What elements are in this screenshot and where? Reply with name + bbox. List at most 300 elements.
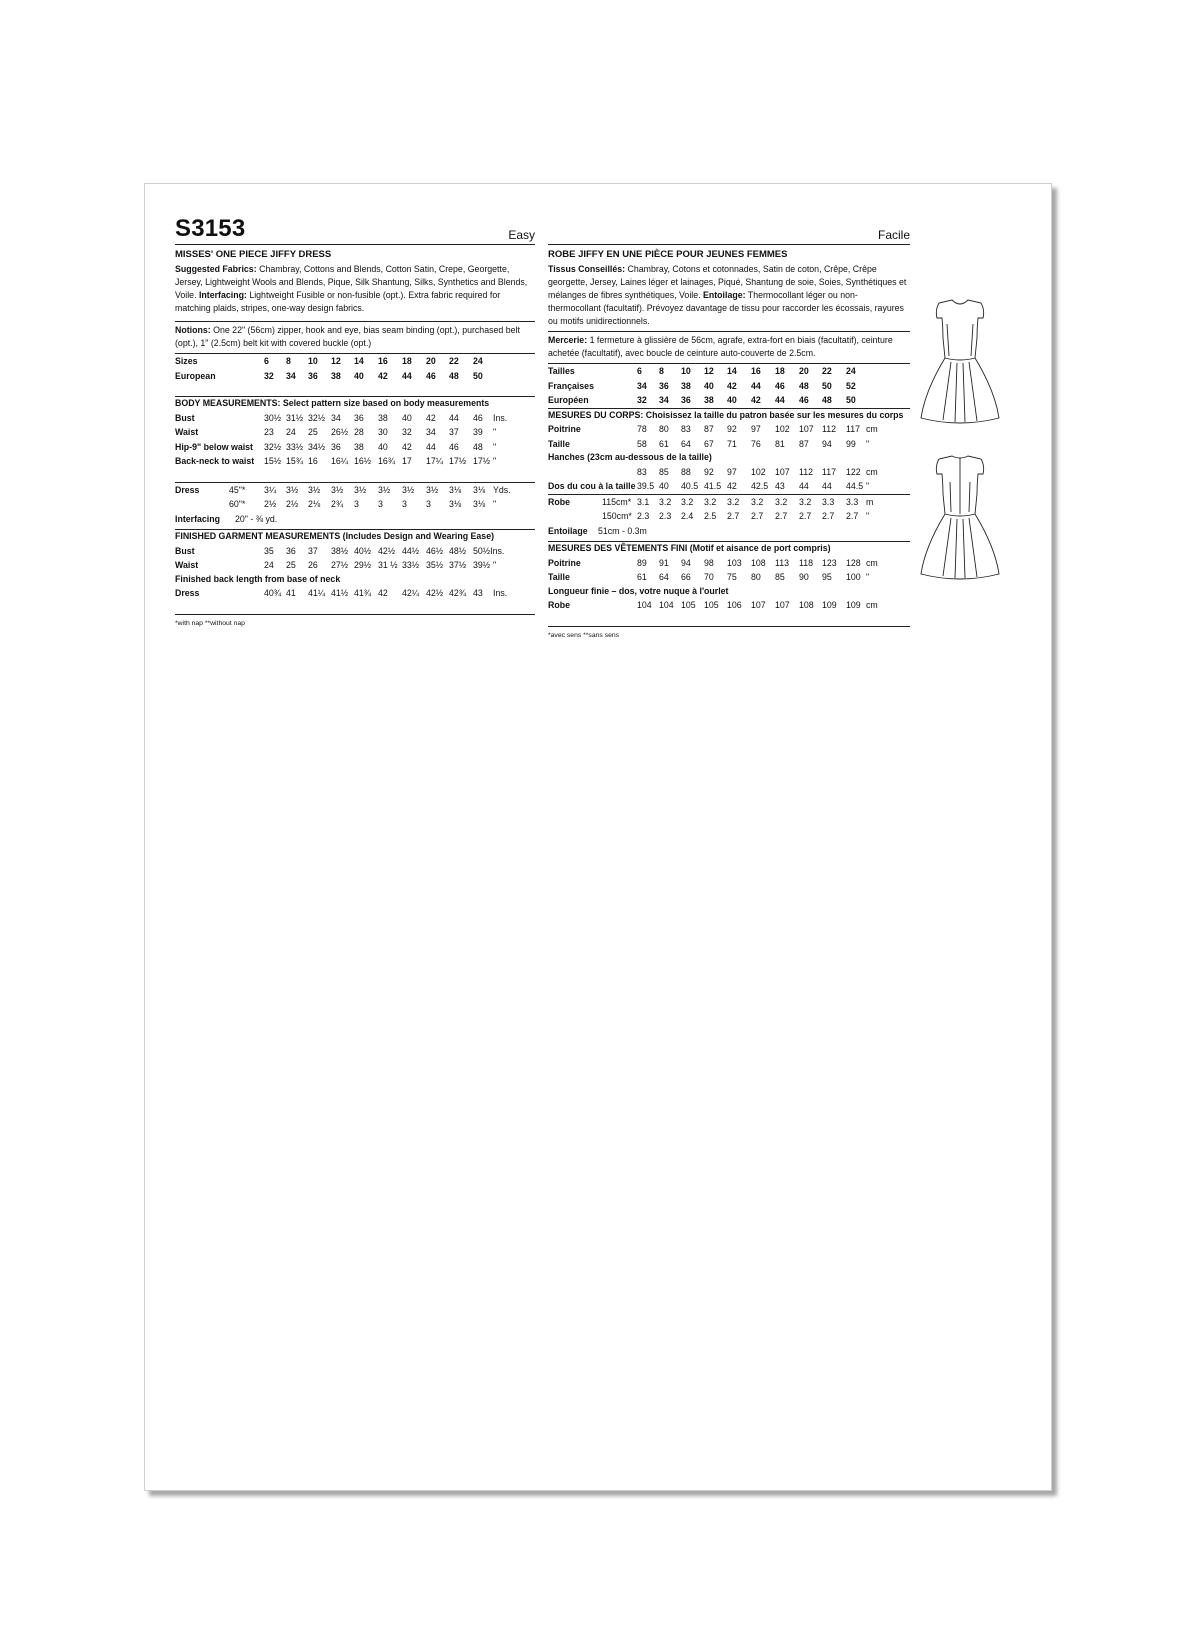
- table-cell: 38: [704, 395, 714, 405]
- table-cell: 48: [449, 370, 459, 381]
- table-cell: 34½: [308, 441, 326, 452]
- table-cell: 30½: [264, 412, 282, 423]
- table-cell: 24: [473, 356, 483, 366]
- row-label: Hip-9" below waist: [175, 441, 253, 452]
- table-cell: 3½: [286, 484, 299, 495]
- table-cell: 46: [775, 380, 785, 391]
- table-cell: 42: [378, 588, 388, 598]
- section-heading: MESURES DU CORPS: Choisissez la taille du patron basée sur les mesures du corps: [548, 409, 904, 420]
- table-cell: 35½: [426, 560, 444, 570]
- table-cell: 8: [659, 366, 664, 376]
- table-cell: 3½: [308, 484, 321, 495]
- pattern-envelope-back: [144, 183, 1052, 1491]
- table-cell: 2.7: [799, 511, 812, 521]
- table-cell: ": [493, 560, 497, 570]
- table-cell: Ins.: [493, 588, 508, 598]
- table-cell: 42: [426, 412, 436, 423]
- table-cell: 2.7: [846, 511, 859, 521]
- table-cell: 88: [681, 466, 691, 477]
- table-row: [175, 411, 535, 426]
- table-cell: 104: [637, 600, 652, 610]
- table-cell: 39: [473, 427, 483, 437]
- table-cell: 112: [822, 424, 837, 434]
- table-cell: 16½: [354, 456, 372, 466]
- table-cell: 41¾: [354, 588, 372, 598]
- row-label: Sizes: [175, 356, 198, 366]
- table-row: [175, 425, 535, 440]
- table-cell: 97: [727, 466, 737, 477]
- table-cell: 39.5: [637, 481, 655, 491]
- table-cell: 40: [727, 395, 737, 405]
- row-label: Dos du cou à la taille: [548, 481, 636, 491]
- table-cell: 26: [308, 560, 318, 570]
- table-cell: 102: [775, 424, 790, 434]
- table-cell: 105: [704, 600, 719, 610]
- table-cell: 20: [799, 366, 809, 376]
- pattern-number: S3153: [175, 215, 246, 242]
- table-row: [548, 465, 910, 480]
- table-cell: 3: [402, 499, 407, 509]
- table-cell: 17½: [449, 456, 467, 466]
- table-cell: 40.5: [681, 481, 699, 491]
- table-row: [548, 524, 910, 539]
- row-label: Dress: [175, 484, 200, 495]
- table-cell: 64: [659, 572, 669, 582]
- table-cell: 99: [846, 438, 856, 449]
- table-cell: m: [866, 496, 874, 507]
- table-cell: 2½: [286, 499, 299, 509]
- table-cell: 3.3: [822, 496, 835, 507]
- table-cell: 3: [378, 499, 383, 509]
- table-cell: 22: [822, 366, 832, 376]
- interfacing-label: Interfacing:: [198, 290, 247, 300]
- table-cell: 6: [637, 366, 642, 376]
- dress-back-sketch-icon: [915, 452, 1005, 592]
- table-cell: 3½: [354, 484, 367, 495]
- notions-label: Mercerie:: [548, 335, 588, 345]
- table-cell: 36: [308, 370, 318, 381]
- table-cell: 24: [846, 366, 856, 376]
- table-cell: 2.3: [637, 511, 650, 521]
- table-cell: 42: [378, 370, 388, 381]
- table-cell: 3⅛: [449, 484, 462, 495]
- table-cell: 48: [473, 441, 483, 452]
- table-cell: 108: [799, 600, 814, 610]
- table-cell: 66: [681, 572, 691, 582]
- table-cell: 36: [659, 380, 669, 391]
- table-cell: 117: [846, 424, 861, 434]
- footnote: *with nap **without nap: [175, 619, 245, 627]
- table-cell: 32½: [308, 412, 326, 423]
- fabrics-label: Tissus Conseillés:: [548, 264, 626, 274]
- table-row: [175, 512, 535, 527]
- table-cell: 128: [846, 557, 861, 568]
- table-cell: 35: [264, 545, 274, 556]
- table-row: [548, 509, 910, 524]
- table-cell: 14: [354, 356, 364, 366]
- section-heading: Hanches (23cm au-dessous de la taille): [548, 452, 712, 462]
- table-cell: 46½: [426, 545, 444, 556]
- table-cell: 123: [822, 557, 837, 568]
- row-label: Européen: [548, 395, 589, 405]
- table-row: [175, 586, 535, 601]
- table-cell: 16¾: [378, 456, 396, 466]
- table-cell: 42: [402, 441, 412, 452]
- interfacing-text: Thermocollant léger ou non-thermocollant (facultatif). Prévoyez davantage de tissu pour raccorder les écossais, rayures ou motifs unidirectionnels.: [548, 290, 904, 326]
- table-cell: 3.2: [751, 496, 764, 507]
- table-cell: 44: [775, 395, 785, 405]
- table-row: [548, 364, 910, 379]
- table-cell: 48½: [449, 545, 467, 556]
- table-cell: 20: [426, 356, 436, 366]
- table-cell: cm: [866, 424, 878, 434]
- table-cell: 107: [775, 466, 790, 477]
- table-cell: 3½: [426, 484, 439, 495]
- table-row: [175, 454, 535, 469]
- table-cell: 80: [751, 572, 761, 582]
- table-cell: 113: [775, 557, 790, 568]
- row-label: Tailles: [548, 366, 575, 376]
- table-cell: 16¼: [331, 456, 349, 466]
- table-cell: 85: [775, 572, 785, 582]
- table-cell: 44.5: [846, 481, 864, 491]
- table-cell: 100: [846, 572, 861, 582]
- table-cell: 34: [637, 380, 647, 391]
- table-cell: cm: [866, 600, 878, 610]
- table-cell: 3⅛: [473, 499, 486, 509]
- table-cell: 31 ½: [378, 560, 398, 570]
- table-cell: 29½: [354, 560, 372, 570]
- table-cell: 27½: [331, 560, 349, 570]
- table-cell: 12: [704, 366, 714, 376]
- row-label: Taille: [548, 438, 570, 449]
- section-heading: MESURES DES VÊTEMENTS FINI (Motif et aisance de port compris): [548, 543, 831, 553]
- table-row: [548, 437, 910, 452]
- table-cell: 2.3: [659, 511, 672, 521]
- table-row: [175, 544, 535, 559]
- table-cell: 104: [659, 600, 674, 610]
- row-label: Waist: [175, 560, 199, 570]
- table-cell: 3⅛: [473, 484, 486, 495]
- table-cell: 40: [402, 412, 412, 423]
- table-cell: 31½: [286, 412, 304, 423]
- interfacing-text: Lightweight Fusible or non-fusible (opt.). Extra fabric required for matching plaids, stripes, one-way design fabrics.: [175, 290, 501, 313]
- table-cell: 2.7: [822, 511, 835, 521]
- table-cell: 39½: [473, 560, 491, 570]
- table-cell: 117: [822, 466, 837, 477]
- table-cell: 18: [775, 366, 785, 376]
- table-cell: 42½: [426, 588, 444, 598]
- table-cell: 3⅛: [449, 499, 462, 509]
- table-cell: 98: [704, 557, 714, 568]
- notions-paragraph: [175, 324, 535, 350]
- table-cell: 37: [449, 427, 459, 437]
- fabrics-text: Chambray, Cottons and Blends, Cotton Satin, Crepe, Georgette, Jersey, Lightweight Wools and Blends, Pique, Silk Shantung, Silks, Synthetics and Blends, Voile.: [175, 264, 528, 300]
- fabrics-text: Chambray, Cotons et cotonnades, Satin de coton, Crêpe, Crêpe georgette, Jersey, Laines léger et lainages, Piqué, Shantung de soie, Soies, Synthétiques et mélanges de fibres synthétiques, Voile.: [548, 264, 907, 300]
- table-cell: 118: [799, 557, 814, 568]
- table-cell: 12: [331, 356, 341, 366]
- fabrics-paragraph: [548, 263, 910, 328]
- notions-text: One 22" (56cm) zipper, hook and eye, bias seam binding (opt.), purchased belt (opt.), 1" (2.5cm) belt kit with covered buckle (opt.): [175, 325, 520, 348]
- table-cell: 107: [751, 600, 766, 610]
- table-cell: 38½: [331, 545, 349, 556]
- table-cell: 40: [354, 370, 364, 381]
- table-cell: 42: [751, 395, 761, 405]
- row-label: Robe: [548, 600, 570, 610]
- table-row: [175, 369, 535, 384]
- table-cell: 40: [378, 441, 388, 452]
- table-cell: 32: [264, 370, 274, 381]
- table-cell: 41: [286, 588, 296, 598]
- table-cell: ": [493, 427, 497, 437]
- interfacing-row-label: Interfacing: [175, 513, 220, 524]
- table-cell: 38: [331, 370, 341, 381]
- table-cell: 36: [354, 412, 364, 423]
- table-cell: 2.7: [727, 511, 740, 521]
- table-cell: 34: [286, 370, 296, 381]
- interfacing-row-value: 20" - ⅜ yd.: [235, 513, 278, 524]
- table-cell: 112: [799, 466, 814, 477]
- table-cell: 3½: [378, 484, 391, 495]
- table-cell: 3½: [402, 484, 415, 495]
- table-cell: 2.7: [751, 511, 764, 521]
- row-label: Back-neck to waist: [175, 456, 255, 466]
- table-cell: 107: [799, 424, 814, 434]
- row-label: Dress: [175, 588, 200, 598]
- dress-front-sketch-icon: [915, 296, 1005, 436]
- table-cell: 87: [799, 438, 809, 449]
- table-cell: 46: [449, 441, 459, 452]
- table-cell: 42: [727, 380, 737, 391]
- table-cell: 46: [473, 412, 483, 423]
- table-cell: 92: [727, 424, 737, 434]
- table-cell: 24: [264, 560, 274, 570]
- table-cell: ": [493, 456, 497, 466]
- section-heading: BODY MEASUREMENTS: Select pattern size based on body measurements: [175, 398, 490, 408]
- table-row: [548, 393, 910, 408]
- french-column: [548, 214, 910, 639]
- table-cell: 40: [659, 481, 669, 491]
- table-cell: 42.5: [751, 481, 769, 491]
- section-heading: Finished back length from base of neck: [175, 573, 341, 584]
- table-cell: ": [866, 511, 870, 521]
- table-cell: 43: [473, 588, 483, 598]
- table-cell: 44: [751, 380, 761, 391]
- table-cell: 38: [354, 441, 364, 452]
- table-cell: 33½: [402, 560, 420, 570]
- table-cell: ": [866, 572, 870, 582]
- table-cell: 3½: [331, 484, 344, 495]
- table-cell: 108: [751, 557, 766, 568]
- table-cell: 3.2: [775, 496, 788, 507]
- table-cell: 92: [704, 466, 714, 477]
- table-row: [175, 483, 535, 498]
- table-cell: 16: [308, 456, 318, 466]
- table-cell: 50½Ins.: [473, 545, 505, 556]
- table-cell: 3.2: [659, 496, 672, 507]
- table-cell: 24: [286, 427, 296, 437]
- table-row: [548, 598, 910, 613]
- notions-text: 1 fermeture à glissière de 56cm, agrafe, extra-fort en biais (facultatif), ceinture achetée (facultatif), avec boucle de ceinture auto-couverte de 2.5cm.: [548, 335, 893, 358]
- table-cell: 94: [681, 557, 691, 568]
- row-label: Robe: [548, 496, 570, 507]
- table-cell: 107: [775, 600, 790, 610]
- table-cell: 48: [799, 380, 809, 391]
- table-cell: 3.2: [704, 496, 717, 507]
- row-label: Poitrine: [548, 557, 581, 568]
- table-cell: 37½: [449, 560, 467, 570]
- table-cell: 3.1: [637, 496, 650, 507]
- table-cell: cm: [866, 557, 878, 568]
- table-cell: 50: [846, 395, 856, 405]
- table-cell: 103: [727, 557, 742, 568]
- table-cell: 42¾: [449, 588, 467, 598]
- table-cell: 64: [681, 438, 691, 449]
- table-cell: 83: [637, 466, 647, 477]
- row-label: Waist: [175, 427, 199, 437]
- difficulty-level: Facile: [877, 228, 910, 242]
- table-cell: 18: [402, 356, 412, 366]
- table-cell: 58: [637, 438, 647, 449]
- fabrics-label: Suggested Fabrics:: [175, 264, 257, 274]
- table-cell: 95: [822, 572, 832, 582]
- table-cell: 32: [402, 427, 412, 437]
- table-cell: 38: [681, 380, 691, 391]
- table-cell: 3: [354, 499, 359, 509]
- table-cell: 33½: [286, 441, 304, 452]
- table-cell: 89: [637, 557, 647, 568]
- difficulty-level: Easy: [508, 228, 535, 242]
- notions-label: Notions:: [175, 325, 211, 335]
- table-cell: 61: [637, 572, 647, 582]
- table-cell: 46: [426, 370, 436, 381]
- header: [548, 214, 910, 245]
- table-cell: 44: [822, 481, 832, 491]
- table-cell: Yds.: [493, 484, 511, 495]
- table-cell: 67: [704, 438, 714, 449]
- section-heading: Longueur finie – dos, votre nuque à l'ourlet: [548, 585, 729, 596]
- table-cell: 22: [449, 356, 459, 366]
- table-cell: 83: [681, 424, 691, 434]
- table-row: [548, 379, 910, 394]
- table-cell: 94: [822, 438, 832, 449]
- table-cell: 32½: [264, 441, 282, 452]
- table-cell: 105: [681, 600, 696, 610]
- table-row: [548, 570, 910, 585]
- table-cell: ": [866, 481, 870, 491]
- table-cell: 3: [426, 499, 431, 509]
- table-cell: 90: [799, 572, 809, 582]
- table-cell: 122: [846, 466, 861, 477]
- table-cell: 48: [822, 395, 832, 405]
- table-cell: 40¾: [264, 588, 282, 598]
- table-cell: 40: [704, 380, 714, 391]
- table-cell: 109: [846, 600, 861, 610]
- table-cell: 6: [264, 356, 269, 366]
- table-cell: 15½: [264, 456, 282, 466]
- table-cell: 28: [354, 427, 364, 437]
- interfacing-row-label: Entoilage: [548, 525, 588, 536]
- table-cell: 2¾: [331, 499, 344, 509]
- table-row: [548, 479, 910, 494]
- table-cell: 46: [799, 395, 809, 405]
- table-cell: ": [493, 499, 497, 509]
- table-cell: 38: [378, 412, 388, 423]
- table-cell: 16: [751, 366, 761, 376]
- table-cell: 71: [727, 438, 737, 449]
- table-cell: 70: [704, 572, 714, 582]
- table-cell: 42½: [378, 545, 396, 556]
- table-cell: 85: [659, 466, 669, 477]
- table-cell: 44: [426, 441, 436, 452]
- interfacing-row-value: 51cm - 0.3m: [598, 525, 647, 536]
- row-width-label: 60"*: [229, 499, 246, 509]
- table-cell: 52: [846, 380, 856, 391]
- table-cell: 42¼: [402, 588, 420, 598]
- footnote: *avec sens **sans sens: [548, 631, 620, 639]
- table-cell: 2.4: [681, 511, 694, 521]
- row-label: Poitrine: [548, 424, 581, 434]
- table-cell: 34: [331, 412, 341, 423]
- table-cell: 37: [308, 545, 318, 556]
- table-cell: 41½: [331, 588, 349, 598]
- table-cell: 10: [308, 356, 318, 366]
- table-cell: 17: [402, 456, 412, 466]
- table-row: [175, 558, 535, 573]
- row-width-label: 150cm*: [602, 511, 632, 521]
- table-cell: 44: [402, 370, 412, 381]
- section-heading: FINISHED GARMENT MEASUREMENTS (Includes Design and Wearing Ease): [175, 531, 495, 541]
- table-cell: 78: [637, 424, 647, 434]
- table-cell: 2.5: [704, 511, 717, 521]
- table-cell: 3.2: [799, 496, 812, 507]
- table-cell: 36: [286, 545, 296, 556]
- table-cell: 50: [473, 370, 483, 381]
- row-width-label: 115cm*: [602, 496, 632, 507]
- table-row: [548, 422, 910, 437]
- table-row: [548, 556, 910, 571]
- table-cell: 25: [308, 427, 318, 437]
- table-cell: 44: [799, 481, 809, 491]
- table-cell: 97: [751, 424, 761, 434]
- table-cell: 8: [286, 356, 291, 366]
- table-cell: 41¼: [308, 588, 326, 598]
- table-cell: 34: [426, 427, 436, 437]
- table-cell: 23: [264, 427, 274, 437]
- table-cell: 10: [681, 366, 691, 376]
- table-row: [175, 497, 535, 512]
- table-cell: 91: [659, 557, 669, 568]
- table-cell: 17½: [473, 456, 491, 466]
- table-cell: ": [493, 441, 497, 452]
- table-cell: ": [866, 438, 870, 449]
- fabrics-paragraph: [175, 263, 535, 315]
- table-cell: 106: [727, 600, 742, 610]
- table-cell: 26½: [331, 427, 349, 437]
- table-cell: 14: [727, 366, 737, 376]
- table-cell: 50: [822, 380, 832, 391]
- table-cell: 17¼: [426, 456, 444, 466]
- table-cell: 102: [751, 466, 766, 477]
- table-cell: 3.2: [727, 496, 740, 507]
- table-cell: 81: [775, 438, 785, 449]
- table-cell: 16: [378, 356, 388, 366]
- table-cell: 3.3: [846, 496, 859, 507]
- interfacing-label: Entoilage:: [703, 290, 746, 300]
- table-cell: cm: [866, 466, 878, 477]
- table-cell: 40½: [354, 545, 372, 556]
- table-cell: 30: [378, 427, 388, 437]
